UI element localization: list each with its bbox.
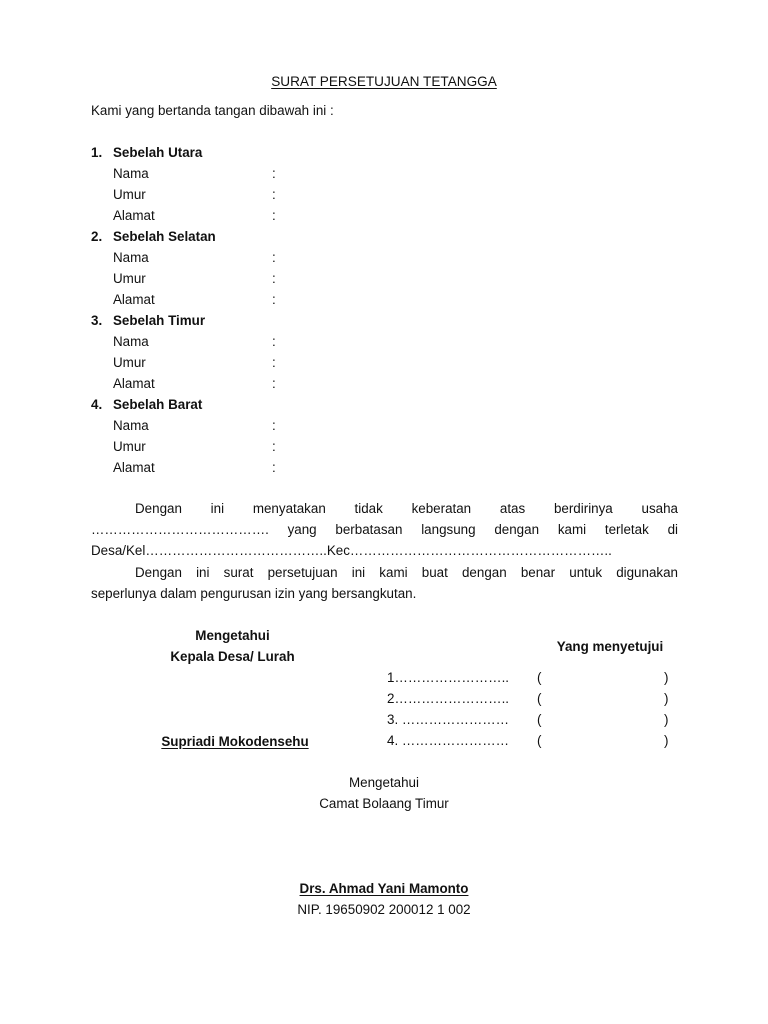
field-row-nama [91, 163, 491, 184]
field-row-umur [91, 436, 491, 457]
signature-close-paren: ) [664, 691, 669, 706]
neighbor-number: 3. [91, 313, 103, 328]
field-label: Nama [113, 166, 149, 181]
neighbor-number: 2. [91, 229, 103, 244]
approver-row [387, 667, 687, 688]
camat-title: Camat Bolaang Timur [319, 796, 449, 811]
acknowledge-label: Mengetahui [349, 775, 419, 790]
field-row-alamat [91, 457, 491, 478]
field-colon: : [272, 418, 276, 433]
field-label: Nama [113, 418, 149, 433]
field-label: Alamat [113, 292, 155, 307]
village-head-name: Supriadi Mokodensehu [161, 734, 309, 749]
field-row-alamat [91, 373, 491, 394]
field-label: Umur [113, 187, 146, 202]
field-label: Alamat [113, 460, 155, 475]
field-colon: : [272, 292, 276, 307]
field-colon: : [272, 187, 276, 202]
field-label: Umur [113, 439, 146, 454]
approver-row [387, 730, 687, 751]
acknowledge-label: Mengetahui [195, 628, 270, 643]
neighbor-direction: Sebelah Utara [113, 145, 203, 160]
intro-text: Kami yang bertanda tangan dibawah ini : [91, 103, 334, 118]
field-colon: : [272, 334, 276, 349]
field-row-umur [91, 184, 491, 205]
field-label: Nama [113, 334, 149, 349]
field-label: Alamat [113, 208, 155, 223]
neighbor-number: 4. [91, 397, 103, 412]
signature-close-paren: ) [664, 733, 669, 748]
neighbor-direction: Sebelah Selatan [113, 229, 216, 244]
signature-open-paren: ( [537, 733, 542, 748]
approver-number: 3. …………………… [387, 712, 510, 727]
signature-close-paren: ) [664, 712, 669, 727]
signature-open-paren: ( [537, 712, 542, 727]
camat-signature-block [0, 772, 768, 814]
paragraph-line: Desa/Kel…………………………………..Kec………………………………………………….. [91, 543, 612, 558]
paragraph-line: …………………………………. yang berbatasan langsung dengan kami terletak di [91, 522, 678, 537]
paragraph-line: Dengan ini surat persetujuan ini kami buat dengan benar untuk digunakan [135, 565, 678, 580]
field-colon: : [272, 355, 276, 370]
field-row-nama [91, 247, 491, 268]
document-title: SURAT PERSETUJUAN TETANGGA [271, 74, 497, 89]
purpose-paragraph [91, 562, 678, 604]
field-colon: : [272, 208, 276, 223]
field-colon: : [272, 250, 276, 265]
neighbor-heading [91, 310, 491, 331]
field-row-nama [91, 415, 491, 436]
field-colon: : [272, 166, 276, 181]
neighbor-number: 1. [91, 145, 103, 160]
field-label: Alamat [113, 376, 155, 391]
village-head-title: Kepala Desa/ Lurah [170, 649, 295, 664]
field-row-umur [91, 352, 491, 373]
camat-nip: NIP. 19650902 200012 1 002 [297, 902, 471, 917]
approver-list [387, 667, 687, 751]
field-row-alamat [91, 289, 491, 310]
approver-number: 2…………………….. [387, 691, 510, 706]
neighbor-direction: Sebelah Barat [113, 397, 203, 412]
camat-name: Drs. Ahmad Yani Mamonto [299, 881, 469, 896]
neighbor-heading [91, 226, 491, 247]
approver-title: Yang menyetujui [556, 639, 664, 654]
signature-open-paren: ( [537, 691, 542, 706]
field-row-nama [91, 331, 491, 352]
signature-open-paren: ( [537, 670, 542, 685]
approver-number: 4. …………………… [387, 733, 510, 748]
village-head-signature-block [140, 625, 325, 667]
statement-paragraph [91, 498, 678, 561]
field-colon: : [272, 376, 276, 391]
field-colon: : [272, 460, 276, 475]
field-label: Umur [113, 355, 146, 370]
neighbor-direction: Sebelah Timur [113, 313, 206, 328]
field-label: Umur [113, 271, 146, 286]
neighbor-heading [91, 142, 491, 163]
approver-number: 1…………………….. [387, 670, 510, 685]
field-colon: : [272, 271, 276, 286]
neighbor-heading [91, 394, 491, 415]
neighbor-list [91, 142, 491, 478]
paragraph-line: Dengan ini menyatakan tidak keberatan atas berdirinya usaha [135, 501, 678, 516]
paragraph-line: seperlunya dalam pengurusan izin yang bersangkutan. [91, 586, 417, 601]
field-row-umur [91, 268, 491, 289]
field-label: Nama [113, 250, 149, 265]
signature-close-paren: ) [664, 670, 669, 685]
field-colon: : [272, 439, 276, 454]
approver-row [387, 709, 687, 730]
approver-row [387, 688, 687, 709]
field-row-alamat [91, 205, 491, 226]
